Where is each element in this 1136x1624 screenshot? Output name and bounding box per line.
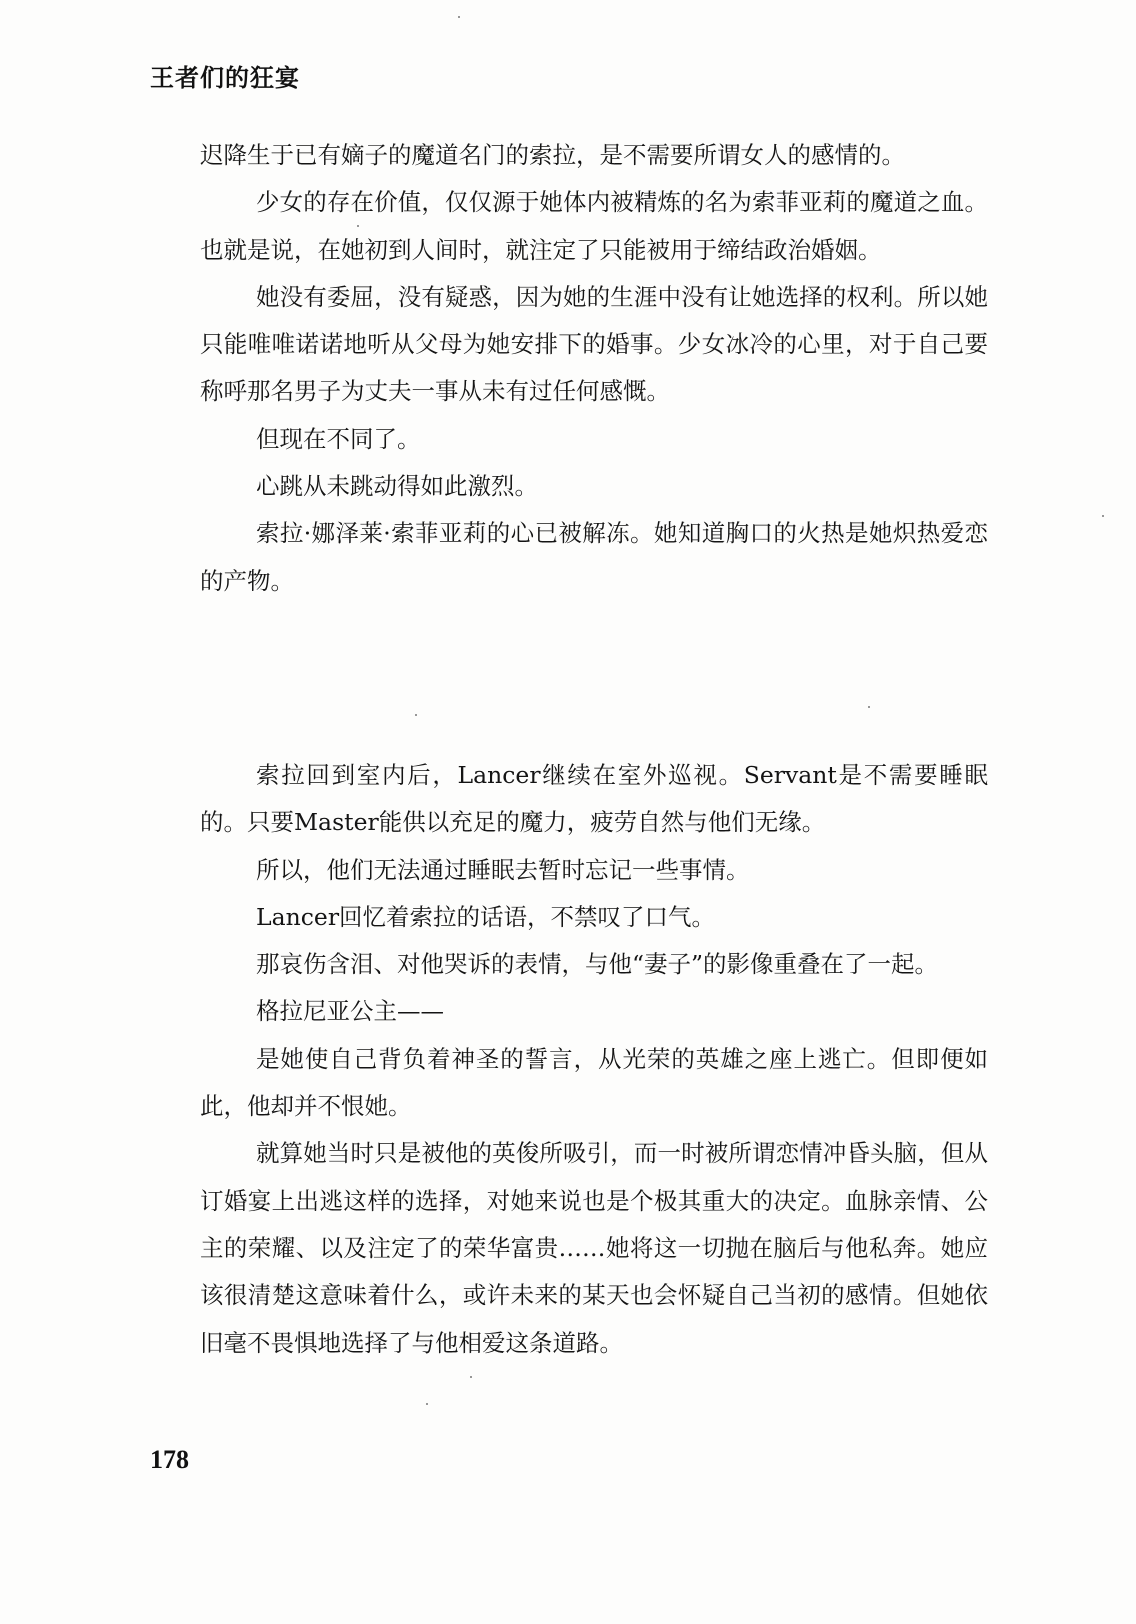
paragraph: 迟降生于已有嫡子的魔道名门的索拉，是不需要所谓女人的感情的。 — [200, 141, 905, 169]
paragraph: 心跳从未跳动得如此激烈。 — [256, 472, 538, 501]
scan-speck — [470, 1376, 472, 1378]
scan-speck — [1102, 515, 1104, 517]
paragraph: 她没有委屈，没有疑惑，因为她的生涯中没有让她选择的权利。所以她只能唯唯诺诺地听从父母为她安排下的婚事。少女冰冷的心里，对于自己要称呼那名男子为丈夫一事从未有过任何感慨。 — [200, 282, 988, 406]
paragraph: 那哀伤含泪、对他哭诉的表情，与他“妻子”的影像重叠在了一起。 — [256, 950, 939, 979]
section-2 — [200, 752, 988, 1367]
paragraph: 少女的存在价值，仅仅源于她体内被精炼的名为索菲亚莉的魔道之血。也就是说，在她初到人间时，就注定了只能被用于缔结政治婚姻。 — [200, 188, 988, 264]
paragraph: 索拉回到室内后，Lancer继续在室外巡视。Servant是不需要睡眠的。只要Master能供以充足的魔力，疲劳自然与他们无缘。 — [200, 761, 988, 837]
section-1 — [200, 132, 988, 605]
page-number: 178 — [150, 1445, 189, 1474]
scan-speck — [458, 16, 460, 18]
paragraph: Lancer回忆着索拉的话语，不禁叹了口气。 — [256, 902, 716, 931]
running-head: 王者们的狂宴 — [150, 64, 300, 92]
scan-speck — [357, 225, 359, 227]
scan-speck — [426, 1403, 428, 1405]
paragraph: 所以，他们无法通过睡眠去暂时忘记一些事情。 — [256, 855, 750, 884]
paragraph: 是她使自己背负着神圣的誓言，从光荣的英雄之座上逃亡。但即便如此，他却并不恨她。 — [200, 1044, 988, 1121]
paragraph: 就算她当时只是被他的英俊所吸引，而一时被所谓恋情冲昏头脑，但从订婚宴上出逃这样的选择，对她来说也是个极其重大的决定。血脉亲情、公主的荣耀、以及注定了的荣华富贵……她将这一切抛在脑后与他私奔。她应该很清楚这意味着什么，或许未来的某天也会怀疑自己当初的感情。但她依旧毫不畏惧地选择了与他相爱这条道路。 — [200, 1139, 988, 1357]
paragraph: 索拉·娜泽莱·索菲亚莉的心已被解冻。她知道胸口的火热是她炽热爱恋的产物。 — [200, 519, 988, 595]
paragraph: 但现在不同了。 — [256, 424, 421, 453]
paragraph: 格拉尼亚公主—— — [256, 997, 444, 1026]
scan-speck — [415, 714, 417, 716]
scan-speck — [868, 706, 870, 708]
